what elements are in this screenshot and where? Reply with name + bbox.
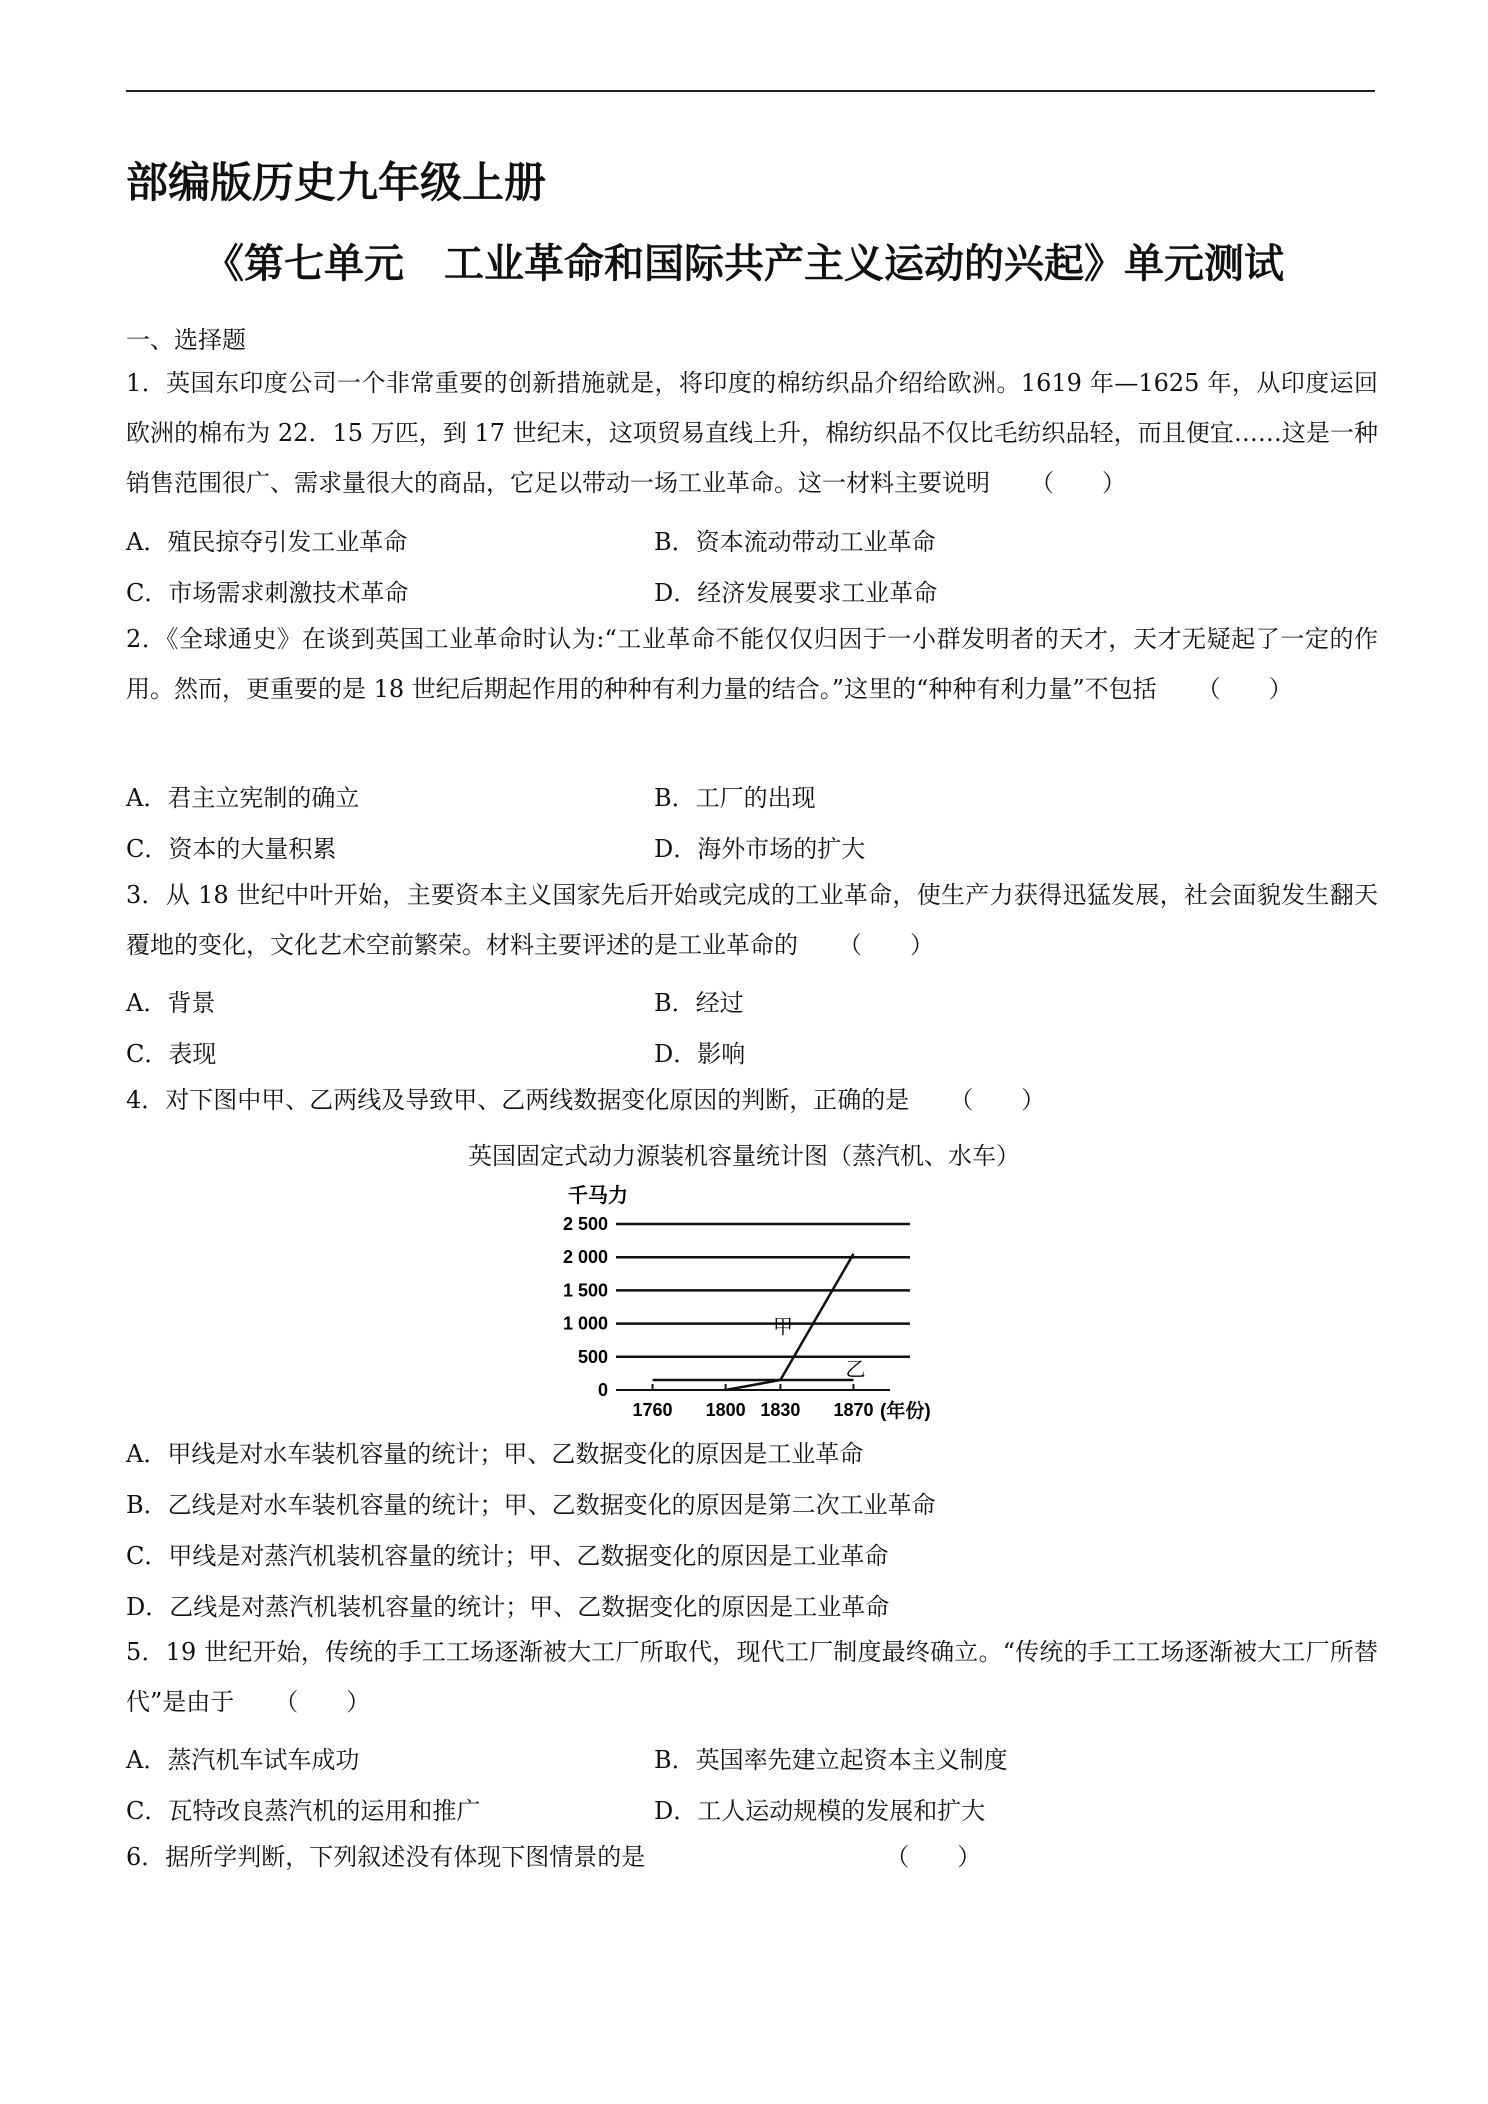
answer-blank: （ ） bbox=[1196, 675, 1293, 703]
y-axis-label: 千马力 bbox=[568, 1185, 628, 1207]
option-c: C．市场需求刺激技术革命 bbox=[126, 579, 409, 607]
option-a: A．殖民掠夺引发工业革命 bbox=[126, 528, 408, 556]
question-1 bbox=[126, 358, 1378, 508]
option-a: A．背景 bbox=[126, 989, 216, 1017]
x-tick-label: 1830 bbox=[760, 1400, 801, 1420]
answer-blank: （ ） bbox=[1030, 469, 1126, 497]
option-a: A．甲线是对水车装机容量的统计；甲、乙数据变化的原因是工业革命 bbox=[126, 1440, 864, 1468]
y-tick-label: 2 000 bbox=[562, 1247, 608, 1268]
option-d: D．工人运动规模的发展和扩大 bbox=[654, 1797, 986, 1825]
option-d: D．影响 bbox=[654, 1040, 746, 1068]
x-tick-label: 1800 bbox=[705, 1400, 746, 1420]
question-stem: 4．对下图中甲、乙两线及导致甲、乙两线数据变化原因的判断，正确的是 bbox=[126, 1086, 910, 1114]
series-label: 甲 bbox=[773, 1316, 794, 1339]
option-d: D．海外市场的扩大 bbox=[654, 835, 866, 863]
book-title: 部编版历史九年级上册 bbox=[126, 158, 547, 207]
section-heading: 一、选择题 bbox=[126, 326, 246, 354]
option-b: B．资本流动带动工业革命 bbox=[654, 528, 936, 556]
x-tick-label: 1760 bbox=[632, 1400, 673, 1420]
question-stem: 1．英国东印度公司一个非常重要的创新措施就是，将印度的棉纺织品介绍给欧洲。1619 年—1625 年，从印度运回欧洲的棉布为 22．15 万匹，到 17 世纪末，这项贸易直线上升，棉纺织品不仅比毛纺织品轻，而且便宜……这是一种销售范围很广、需求量很大的商品，它足以带动一场工业革命。这一材料主要说明 bbox=[126, 369, 1378, 497]
option-d: D．经济发展要求工业革命 bbox=[654, 579, 938, 607]
page-title: 《第七单元 工业革命和国际共产主义运动的兴起》单元测试 bbox=[204, 241, 1284, 287]
question-3 bbox=[126, 870, 1378, 970]
question-stem: 6．据所学判断，下列叙述没有体现下图情景的是 bbox=[126, 1843, 646, 1871]
option-c: C．瓦特改良蒸汽机的运用和推广 bbox=[126, 1797, 481, 1825]
y-tick-label: 500 bbox=[577, 1346, 608, 1367]
y-tick-label: 1 000 bbox=[562, 1313, 608, 1334]
question-stem: 5．19 世纪开始，传统的手工工场逐渐被大工厂所取代，现代工厂制度最终确立。“传统的手工工场逐渐被大工厂所替代”是由于 bbox=[126, 1638, 1378, 1716]
question-stem: 2．《全球通史》在谈到英国工业革命时认为:“工业革命不能仅仅归因于一小群发明者的天才，天才无疑起了一定的作用。然而，更重要的是 18 世纪后期起作用的种种有利力量的结合。”这里的“种种有利力量”不包括 bbox=[126, 625, 1378, 703]
header-rule bbox=[126, 90, 1375, 92]
x-axis-label: (年份) bbox=[880, 1401, 931, 1422]
option-c: C．资本的大量积累 bbox=[126, 835, 337, 863]
option-b: B．工厂的出现 bbox=[654, 784, 816, 812]
option-a: A．君主立宪制的确立 bbox=[126, 784, 360, 812]
question-stem: 3．从 18 世纪中叶开始，主要资本主义国家先后开始或完成的工业革命，使生产力获得迅猛发展，社会面貌发生翻天覆地的变化，文化艺术空前繁荣。材料主要评述的是工业革命的 bbox=[126, 881, 1378, 959]
option-a: A．蒸汽机车试车成功 bbox=[126, 1746, 360, 1774]
option-b: B．英国率先建立起资本主义制度 bbox=[654, 1746, 1008, 1774]
question-2 bbox=[126, 614, 1378, 714]
answer-blank: （ ） bbox=[838, 931, 934, 959]
question-6 bbox=[126, 1832, 1378, 1882]
x-tick-label: 1870 bbox=[833, 1400, 874, 1420]
answer-blank: （ ） bbox=[949, 1086, 1046, 1114]
line-chart bbox=[550, 1170, 950, 1430]
answer-blank: （ ） bbox=[274, 1688, 371, 1716]
option-c: C．甲线是对蒸汽机装机容量的统计；甲、乙数据变化的原因是工业革命 bbox=[126, 1542, 889, 1570]
question-5 bbox=[126, 1627, 1378, 1727]
option-c: C．表现 bbox=[126, 1040, 217, 1068]
question-4 bbox=[126, 1075, 1378, 1125]
option-b: B．乙线是对水车装机容量的统计；甲、乙数据变化的原因是第二次工业革命 bbox=[126, 1491, 936, 1519]
option-d: D．乙线是对蒸汽机装机容量的统计；甲、乙数据变化的原因是工业革命 bbox=[126, 1593, 890, 1621]
y-tick-label: 2 500 bbox=[562, 1214, 608, 1234]
chart-title: 英国固定式动力源装机容量统计图（蒸汽机、水车） bbox=[468, 1142, 1020, 1170]
answer-blank: （ ） bbox=[885, 1843, 982, 1871]
series-label: 乙 bbox=[845, 1359, 866, 1382]
y-tick-label: 0 bbox=[597, 1380, 608, 1400]
option-b: B．经过 bbox=[654, 989, 744, 1017]
y-tick-label: 1 500 bbox=[562, 1280, 608, 1301]
